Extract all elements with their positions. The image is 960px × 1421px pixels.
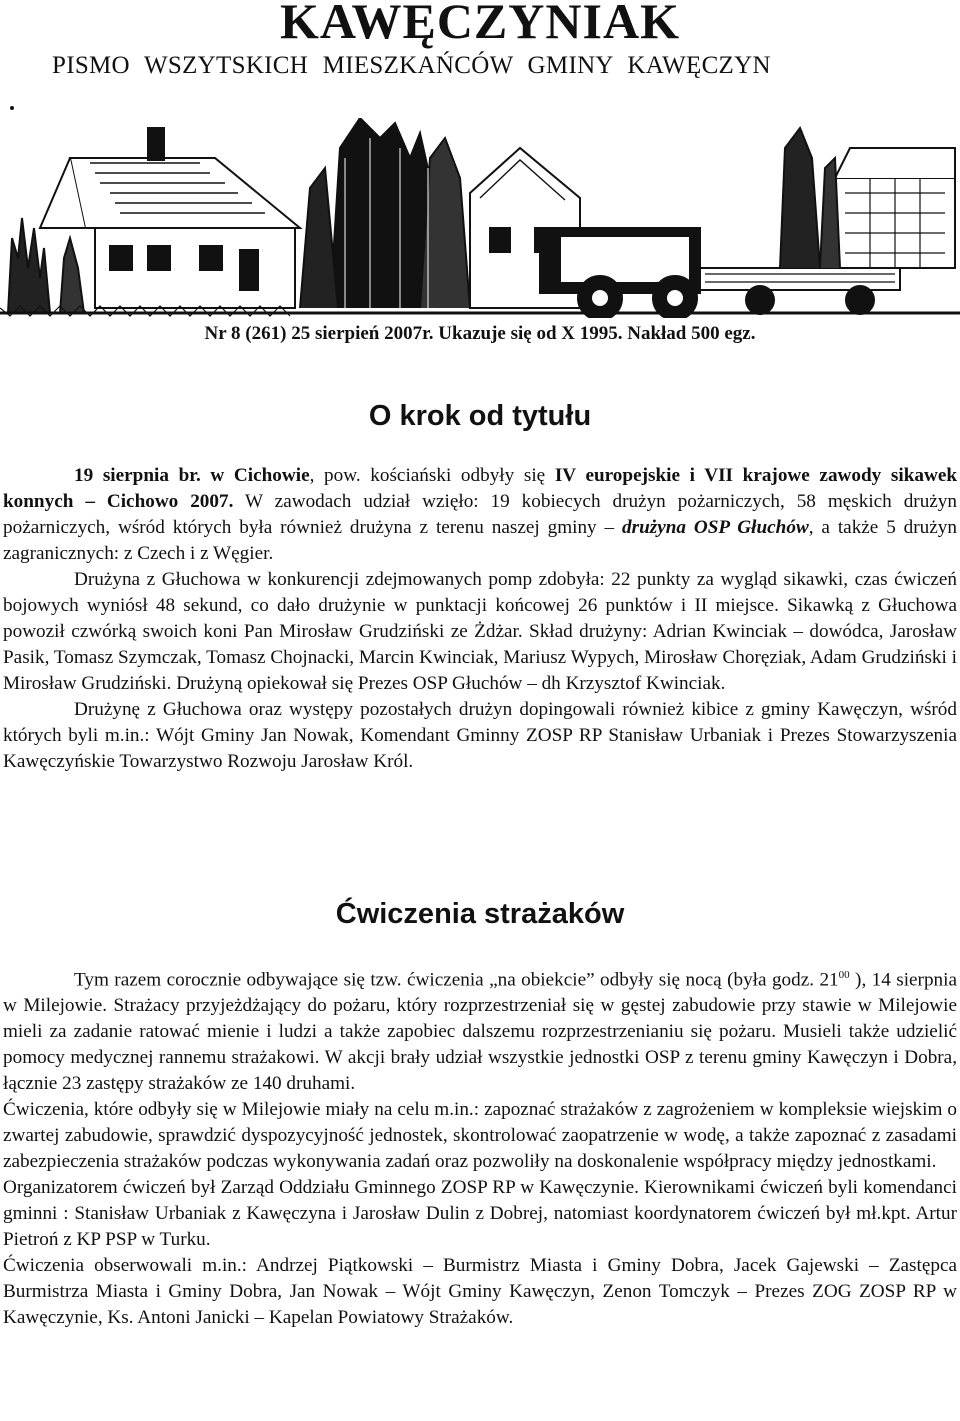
article1-team-name: drużyna OSP Głuchów <box>622 517 809 538</box>
article1-headline: O krok od tytułu <box>368 400 592 432</box>
article2-text-a: Tym razem corocznie odbywające się tzw. ćwiczenia „na obiekcie” odbyły się nocą (była godz. 21 <box>74 969 839 991</box>
article1-text-3: , a także 5 drużyn zagranicznych: z Czech i z Węgier. <box>3 517 957 564</box>
article1-paragraph-1 <box>3 463 957 567</box>
masthead-title: KAWĘCZYNIAK <box>280 0 680 49</box>
article2-body <box>3 962 957 1331</box>
article1-text-1: , pow. kościański odbyły się <box>309 465 555 486</box>
article2-paragraph-3: Organizatorem ćwiczeń był Zarząd Oddziału Gminnego ZOSP RP w Kawęczynie. Kierownikami ćwiczeń byli komendanci gminni : Stanisław Urbaniak z Kawęczyna i Jarosław Dulin z Dobrej, natomiast koordynatorem ćwiczeń był mł.kpt. Artur Pietroń z KP PSP w Turku. <box>3 1177 957 1251</box>
article2-paragraph-2: Ćwiczenia, które odbyły się w Milejowie miały na celu m.in.: zapoznać strażaków z zagrożeniem w kompleksie wiejskim o zwartej zabudowie, sprawdzić dyspozycyjność jednostek, skontrolować zaopatrzenie w wodę, a także zapoznać z zasadami zabezpieczenia strażaków podczas wykonywania zadań oraz pozwoliły na doskonalenie współpracy między jednostkami. <box>3 1099 957 1173</box>
article2-text-b: ), 14 sierpnia w Milejowie. Strażacy przyjeżdżający do pożaru, który rozprzestrzeniał się w gęstej zabudowie przy stawie w Milejowie mieli za zadanie ratować mienie i ludzi a także zapobiec dalszemu rozprzestrzenianiu się pożaru. Musieli także udzielić pomocy medycznej rannemu strażakowi. W akcji brały udział wszystkie jednostki OSP z terenu gminy Kawęczyn i Dobra, łącznie 23 zastępy strażaków ze 140 druhami. <box>3 969 957 1095</box>
masthead-dot <box>10 106 14 110</box>
article1-text-2: W zawodach udział wzięło: 19 kobiecych drużyn pożarniczych, 58 męskich drużyn pożarniczych, wśród których była również drużyna z terenu naszej gminy – <box>3 491 957 538</box>
article1-paragraph-2: Drużyna z Głuchowa w konkurencji zdejmowanych pomp zdobyła: 22 punkty za wygląd sikawki, czas ćwiczeń bojowych wyniósł 48 sekund, co dało drużynie w punktacji końcowej 26 punktów i II miejsce. Sikawką z Głuchowa powoził czwórką swoich koni Pan Mirosław Grudziński ze Żdżar. Skład drużyny: Adrian Kwinciak – dowódca, Jarosław Pasik, Tomasz Szymczak, Tomasz Chojnacki, Marcin Kwinciak, Mariusz Wypych, Mirosław Choręziak, Adam Grudziński i Mirosław Grudziński. Drużyną opiekował się Prezes OSP Głuchów – dh Krzysztof Kwinciak. <box>3 569 957 694</box>
village-illustration <box>0 118 960 318</box>
article2-time-sup: 00 <box>838 969 850 981</box>
article2-paragraph-1 <box>3 962 957 1097</box>
article1-event-name: IV europejskie i VII krajowe zawody sikawek konnych – Cichowo 2007. <box>3 465 958 512</box>
article1-paragraph-3: Drużynę z Głuchowa oraz występy pozostałych drużyn dopingowali również kibice z gminy Kawęczyn, wśród których byli m.in.: Wójt Gminy Jan Nowak, Komendant Gminny ZOSP RP Stanisław Urbaniak i Prezes Stowarzyszenia Kawęczyńskie Towarzystwo Rozwoju Jarosław Król. <box>3 699 957 772</box>
article2-paragraph-4: Ćwiczenia obserwowali m.in.: Andrzej Piątkowski – Burmistrz Miasta i Gminy Dobra, Jacek Gajewski – Zastępca Burmistrza Miasta i Gminy Dobra, Jan Nowak – Wójt Gminy Kawęczyn, Zenon Tomczyk – Prezes ZOG ZOSP RP w Kawęczynie, Ks. Antoni Janicki – Kapelan Powiatowy Strażaków. <box>3 1255 957 1329</box>
article2-headline: Ćwiczenia strażaków <box>335 898 625 930</box>
issue-line: Nr 8 (261) 25 sierpień 2007r. Ukazuje się od X 1995. Nakład 500 egz. <box>204 323 756 344</box>
article1-body <box>3 463 957 775</box>
article1-date-place: 19 sierpnia br. w Cichowie <box>74 465 310 486</box>
masthead-subtitle: PISMO WSZYTSKICH MIESZKAŃCÓW GMINY KAWĘCZYN <box>52 52 771 79</box>
